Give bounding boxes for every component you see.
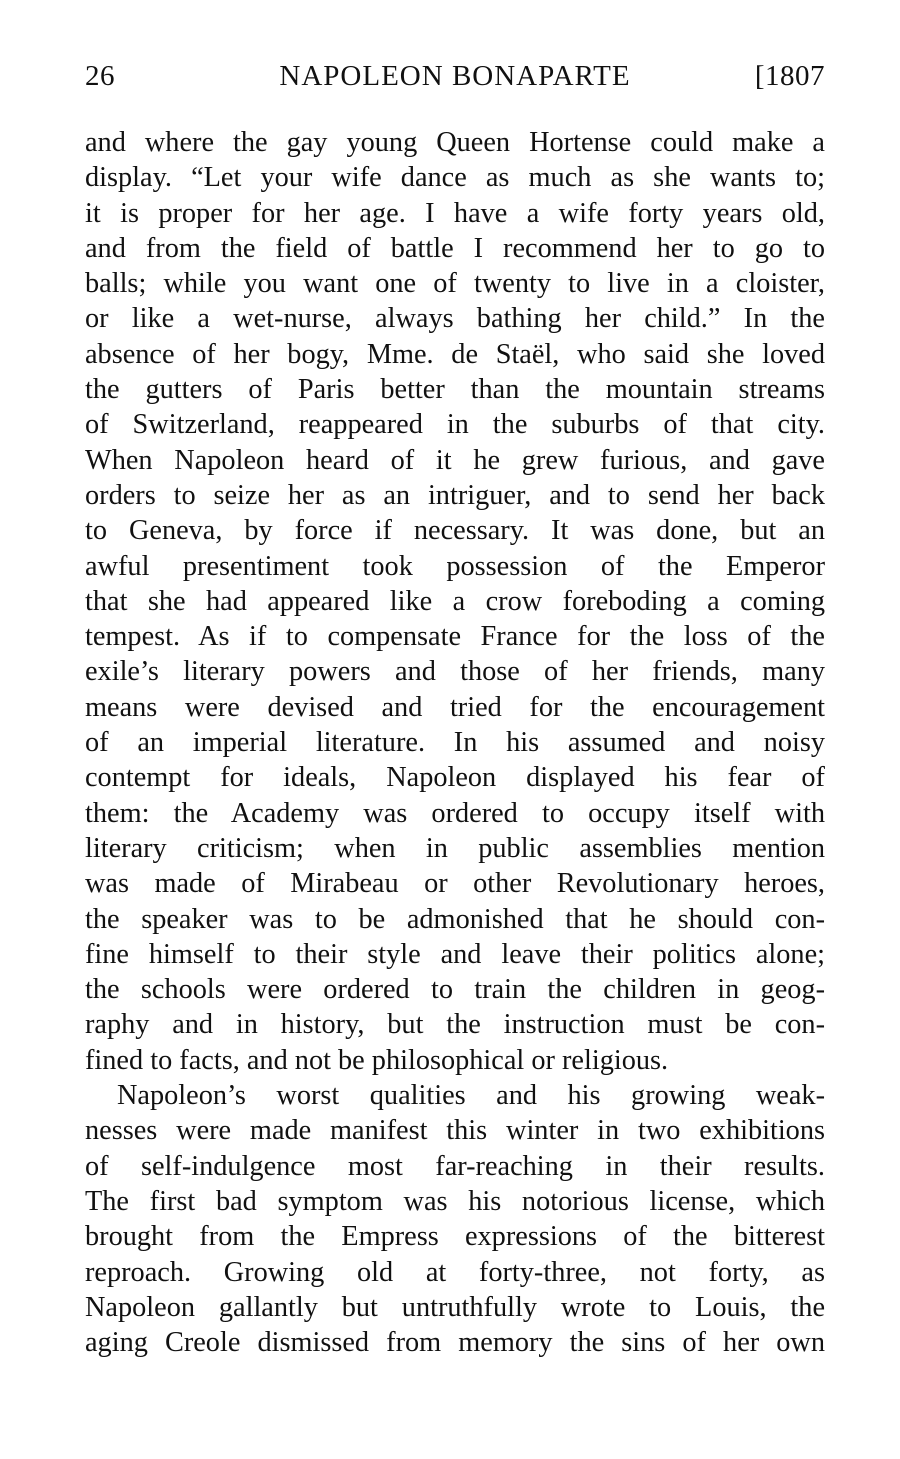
text-line: of an imperial literature. In his assumed and noisy bbox=[85, 727, 825, 759]
text-line: means were devised and tried for the encouragement bbox=[85, 691, 825, 723]
text-line: of Switzerland, reappeared in the suburbs of that city. bbox=[85, 409, 825, 441]
text-line: it is proper for her age. I have a wife forty years old, bbox=[85, 197, 825, 229]
text-line: balls; while you want one of twenty to live in a cloister, bbox=[85, 268, 825, 300]
year-marker: [1807 bbox=[754, 60, 825, 92]
text-line: of self-indulgence most far-reaching in their results. bbox=[85, 1150, 825, 1182]
text-line: that she had appeared like a crow foreboding a coming bbox=[85, 585, 825, 617]
text-line: orders to seize her as an intriguer, and to send her back bbox=[85, 479, 825, 511]
running-head bbox=[85, 56, 825, 96]
text-line: Napoleon’s worst qualities and his growing weak- bbox=[117, 1080, 825, 1112]
text-line: the speaker was to be admonished that he should con- bbox=[85, 903, 825, 935]
text-line: When Napoleon heard of it he grew furious, and gave bbox=[85, 444, 825, 476]
text-line: brought from the Empress expressions of the bitterest bbox=[85, 1221, 825, 1253]
book-title: NAPOLEON BONAPARTE bbox=[279, 60, 631, 92]
text-line: exile’s literary powers and those of her friends, many bbox=[85, 656, 825, 688]
text-line: tempest. As if to compensate France for the loss of the bbox=[85, 621, 825, 653]
text-line: to Geneva, by force if necessary. It was done, but an bbox=[85, 515, 825, 547]
text-line: raphy and in history, but the instruction must be con- bbox=[85, 1009, 825, 1041]
body-text bbox=[85, 125, 825, 1360]
text-line: the schools were ordered to train the children in geog- bbox=[85, 974, 825, 1006]
text-line: display. “Let your wife dance as much as she wants to; bbox=[85, 162, 825, 194]
text-line: nesses were made manifest this winter in two exhibitions bbox=[85, 1115, 825, 1147]
paragraph-2 bbox=[85, 1078, 825, 1360]
text-line: contempt for ideals, Napoleon displayed his fear of bbox=[85, 762, 825, 794]
text-line: aging Creole dismissed from memory the sins of her own bbox=[85, 1327, 825, 1359]
text-line: awful presentiment took possession of the Emperor bbox=[85, 550, 825, 582]
text-line: or like a wet-nurse, always bathing her child.” In the bbox=[85, 303, 825, 335]
text-line: literary criticism; when in public assemblies mention bbox=[85, 832, 825, 864]
text-line: reproach. Growing old at forty-three, not forty, as bbox=[85, 1256, 825, 1288]
text-line: fined to facts, and not be philosophical or religious. bbox=[85, 1044, 669, 1076]
paragraph-1 bbox=[85, 125, 825, 1078]
text-line: absence of her bogy, Mme. de Staël, who said she loved bbox=[85, 338, 825, 370]
text-line: The first bad symptom was his notorious license, which bbox=[85, 1185, 825, 1217]
text-line: Napoleon gallantly but untruthfully wrote to Louis, the bbox=[85, 1291, 825, 1323]
text-line: the gutters of Paris better than the mountain streams bbox=[85, 374, 825, 406]
book-page bbox=[85, 56, 825, 1360]
text-line: fine himself to their style and leave their politics alone; bbox=[85, 938, 825, 970]
text-line: and from the field of battle I recommend her to go to bbox=[85, 232, 825, 264]
page-number: 26 bbox=[85, 60, 115, 92]
text-line: and where the gay young Queen Hortense could make a bbox=[85, 127, 825, 158]
text-line: was made of Mirabeau or other Revolutionary heroes, bbox=[85, 868, 825, 900]
text-line: them: the Academy was ordered to occupy itself with bbox=[85, 797, 825, 829]
